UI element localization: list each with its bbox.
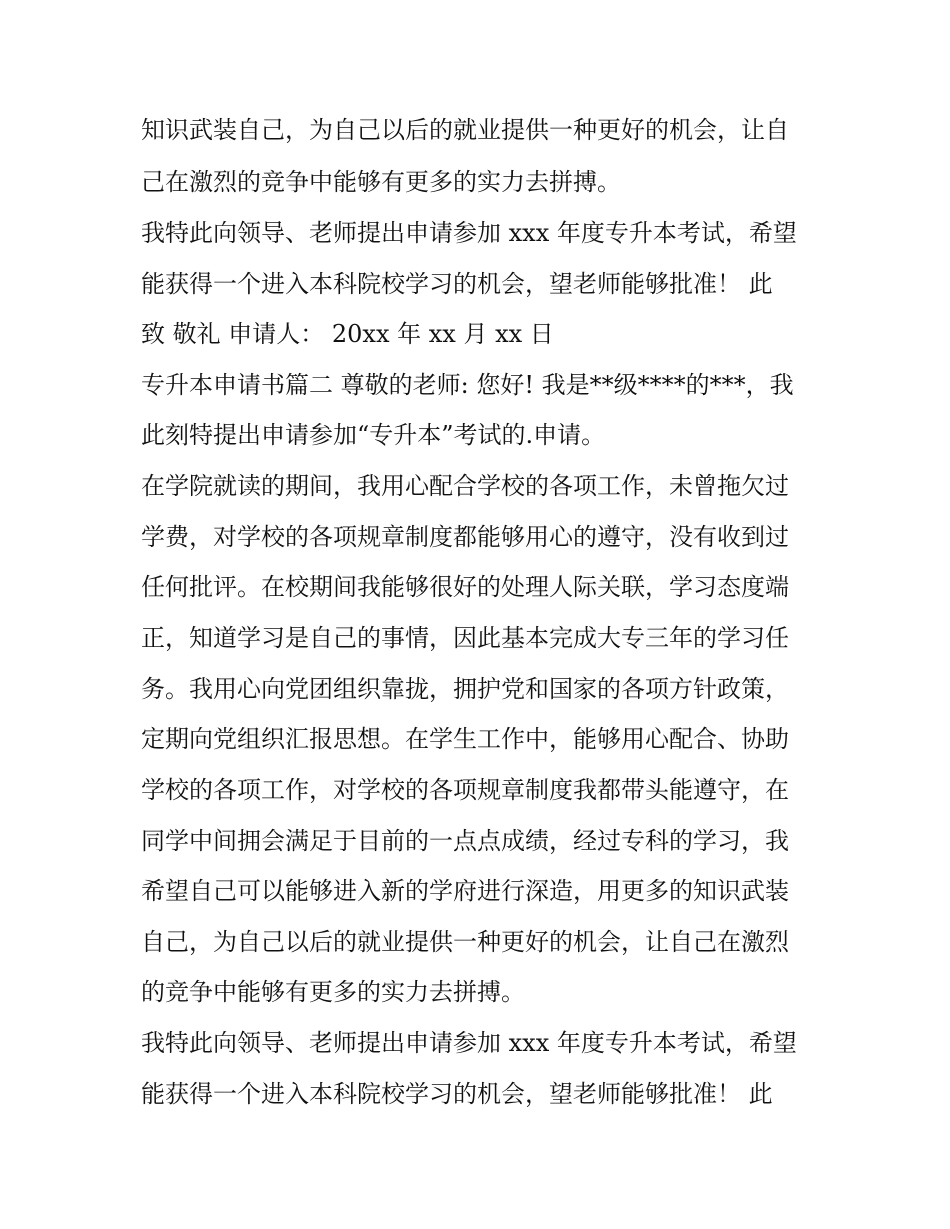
text-line-14: 学校的各项工作，对学校的各项规章制度我都带头能遵守，在 [141,776,789,804]
text-line-13: 定期向党组织汇报思想。在学生工作中，能够用心配合、协助 [141,725,789,753]
text-line-6: 专升本申请书篇二 尊敬的老师: 您好! 我是**级****的***，我 [141,371,794,399]
text-line-5: 致 敬礼 申请人： 20xx 年 xx 月 xx 日 [141,320,554,348]
text-line-11: 正，知道学习是自己的事情，因此基本完成大专三年的学习任 [141,624,789,652]
text-line-20: 能获得一个进入本科院校学习的机会，望老师能够批准！ 此 [141,1080,773,1108]
text-line-15: 同学中间拥会满足于目前的一点点成绩，经过专科的学习，我 [141,827,789,855]
text-line-18: 的竞争中能够有更多的实力去拼搏。 [141,978,525,1006]
text-line-10: 任何批评。在校期间我能够很好的处理人际关联，学习态度端 [141,573,789,601]
text-line-3: 我特此向领导、老师提出申请参加 xxx 年度专升本考试，希望 [141,219,797,247]
text-line-4: 能获得一个进入本科院校学习的机会，望老师能够批准！ 此 [141,270,773,298]
text-line-16: 希望自己可以能够进入新的学府进行深造，用更多的知识武装 [141,877,789,905]
text-line-2: 己在激烈的竞争中能够有更多的实力去拼搏。 [141,168,621,196]
text-line-1: 知识武装自己，为自己以后的就业提供一种更好的机会，让自 [141,116,789,144]
text-line-9: 学费，对学校的各项规章制度都能够用心的遵守，没有收到过 [141,523,789,551]
text-line-12: 务。我用心向党团组织靠拢，拥护党和国家的各项方针政策， [141,675,789,703]
text-line-17: 自己，为自己以后的就业提供一种更好的机会，让自己在激烈 [141,928,789,956]
text-line-8: 在学院就读的期间，我用心配合学校的各项工作，未曾拖欠过 [141,472,789,500]
text-line-19: 我特此向领导、老师提出申请参加 xxx 年度专升本考试，希望 [141,1029,797,1057]
text-line-7: 此刻特提出申请参加“专升本”考试的.申请。 [141,421,606,449]
